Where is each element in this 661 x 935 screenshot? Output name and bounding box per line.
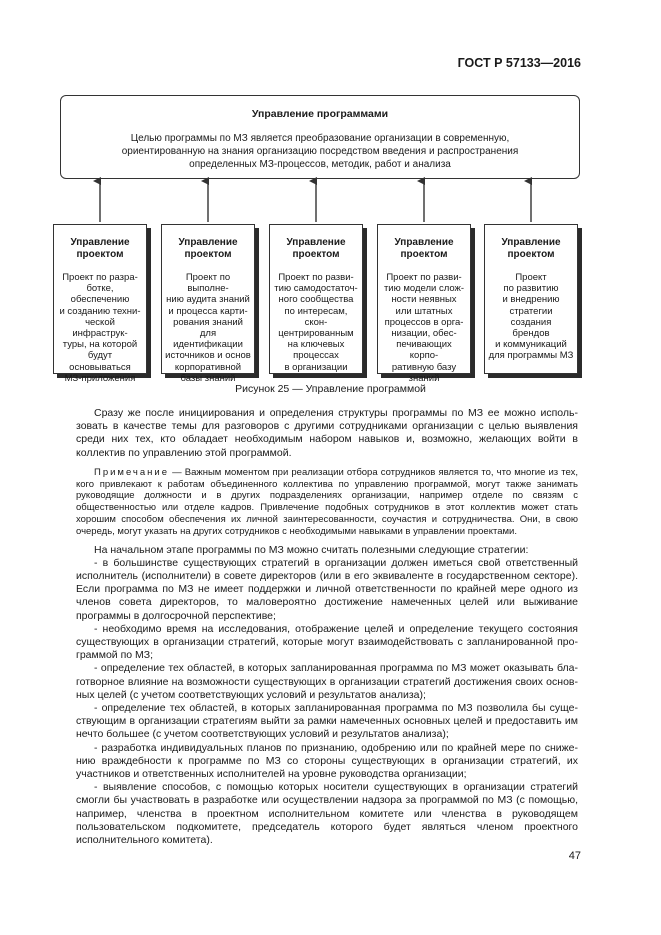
project-title: Управление проектом bbox=[178, 237, 238, 260]
project-description: Проект по разви- тию модели слож- ности неявных или штатных процессов в орга- низации, обес- печивающих корпо- ративную базу знаний bbox=[383, 272, 465, 384]
strategy-item: - в большинстве существующих стратегий в организации должен иметься свой ответственный исполнитель (исполнители) в совете директоров (или в его эквиваленте в государственном секторе). Если программа по МЗ не имеет поддержки и личной ответственности по крайней мере одного из членов совета директоров, то маловероятно достижение намеченных целей или выживание программы в долгосрочной перспективе; bbox=[76, 556, 578, 622]
paragraph-intro: Сразу же после инициирования и определения структуры программы по МЗ ее можно использовать в качестве темы для разговоров с другими сотрудниками организации с целью выявления среди них тех, кто обладает необходимым набором навыков и, возможно, желающих войти в коллектив по управлению этой программой. bbox=[76, 407, 578, 459]
project-description: Проект по разра- ботке, обеспечению и созданию техни- ческой инфраструк- туры, на которой будут основываться МЗ-приложения bbox=[59, 272, 141, 384]
strategy-item: - выявление способов, с помощью которых носители существующих в организации стратегий смогли бы участвовать в разработке или осуществлении надзора за программой по МЗ (с помощью, например, членства в проектном исполнительном комитете или членства в руководящем пользовательском подкомитете, председатель которого будет являться членом проектного исполнительного комитета). bbox=[76, 781, 578, 847]
project-description: Проект по выполне- нию аудита знаний и процесса карти- рования знаний для идентификации источников и основ корпоративной базы знаний bbox=[165, 272, 251, 384]
project-box-4 bbox=[377, 224, 471, 384]
note-label: Примечание bbox=[94, 466, 169, 478]
project-description: Проект по развитию и внедрению стратегии создания брендов и коммуникаций для программы МЗ bbox=[488, 272, 574, 362]
project-box-5 bbox=[484, 224, 578, 374]
standard-number: ГОСТ Р 57133—2016 bbox=[457, 56, 581, 70]
strategy-item: - разработка индивидуальных планов по признанию, одобрению или по крайней мере по снижению враждебности к программе по МЗ со стороны существующих в организации стратегий, их участников и ответственных исполнителей на уровне руководства организации; bbox=[76, 741, 578, 781]
note bbox=[76, 467, 578, 538]
strategy-item: - необходимо время на исследования, отображение целей и определение текущего состояния существующих в организации стратегий, которые могут взаимодействовать с запланированной программой по МЗ; bbox=[76, 622, 578, 662]
strategy-item: - определение тех областей, в которых запланированная программа по МЗ может оказывать благотворное влияние на возможности существующих в организации стратегий достижения своих основных целей (с учетом соответствующих условий и результатов анализа); bbox=[76, 662, 578, 701]
figure-caption: Рисунок 25 — Управление программой bbox=[235, 383, 426, 395]
project-title: Управление проектом bbox=[501, 237, 561, 260]
paragraph-strategies: На начальном этапе программы по МЗ можно считать полезными следующие стратегии: bbox=[94, 543, 529, 556]
program-title: Управление программами bbox=[251, 108, 389, 120]
strategy-item: - определение тех областей, в которых запланированная программа по МЗ позволила бы существующим в организации стратегиям выйти за рамки намеченных основных целей и предоставить им нечто большее (с учетом соответствующих условий и результатов анализа); bbox=[76, 702, 578, 741]
page-number: 47 bbox=[568, 850, 581, 862]
program-description: Целью программы по МЗ является преобразование организации в современную, ориентированную на знания организацию посредством введения и распространения определенных МЗ-процессов, методик, работ и анализа bbox=[121, 133, 519, 170]
project-title: Управление проектом bbox=[394, 237, 454, 260]
project-description: Проект по разви- тию самодостаточ- ного сообщества по интересам, скон- центрированным на ключевых процессах в организации bbox=[274, 272, 358, 373]
project-title: Управление проектом bbox=[286, 237, 346, 260]
note-text: — Важным моментом при реализации отбора сотрудников является то, что многие из тех, кого привлекают к работам объединенного коллектива по управлению программой, могут также занимать руководящие должности и в других подразделениях организации, например отделе по связям с общественностью или отделе кадров. Привлечение подобных сотрудников в этот коллектив может стать хорошим способом обеспечения их личной заинтересованности, соучастия и сотрудничества. Они, в свою очередь, могут указать на других сотрудников с необходимыми навыками в управлении проектами. bbox=[76, 466, 578, 537]
project-title: Управление проектом bbox=[70, 237, 130, 260]
body-text bbox=[76, 407, 578, 847]
project-box-1 bbox=[53, 224, 147, 384]
project-box-2 bbox=[161, 224, 255, 384]
project-box-3 bbox=[269, 224, 363, 374]
